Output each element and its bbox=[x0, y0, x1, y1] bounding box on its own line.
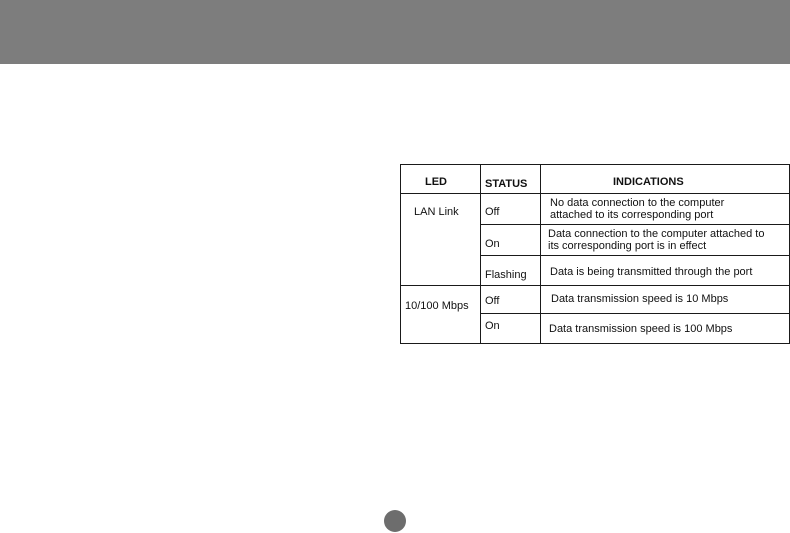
status-cell: Off bbox=[485, 206, 500, 218]
status-cell: Off bbox=[485, 295, 500, 307]
led-name-lan-link: LAN Link bbox=[414, 206, 459, 218]
status-cell: On bbox=[485, 238, 500, 250]
group-divider bbox=[401, 285, 789, 286]
status-cell: Flashing bbox=[485, 269, 527, 281]
header-status: STATUS bbox=[485, 178, 528, 190]
status-cell: On bbox=[485, 320, 500, 332]
indication-cell: attached to its corresponding port bbox=[550, 209, 714, 221]
header-led: LED bbox=[425, 176, 447, 188]
header-row-divider bbox=[401, 193, 789, 194]
indication-cell: Data transmission speed is 100 Mbps bbox=[549, 323, 733, 335]
header-band bbox=[0, 0, 790, 64]
indication-cell: Data connection to the computer attached to bbox=[548, 228, 765, 240]
indication-cell: No data connection to the computer bbox=[550, 197, 725, 209]
row-divider-3 bbox=[480, 313, 789, 314]
page-marker-dot bbox=[384, 510, 406, 532]
row-divider-1 bbox=[480, 224, 789, 225]
indication-cell: Data transmission speed is 10 Mbps bbox=[551, 293, 729, 305]
row-divider-2 bbox=[480, 255, 789, 256]
led-status-table bbox=[400, 164, 790, 344]
indication-cell: Data is being transmitted through the port bbox=[550, 266, 753, 278]
header-indications: INDICATIONS bbox=[613, 176, 684, 188]
indication-cell: its corresponding port is in effect bbox=[548, 240, 707, 252]
led-name-10-100-mbps: 10/100 Mbps bbox=[405, 300, 469, 312]
